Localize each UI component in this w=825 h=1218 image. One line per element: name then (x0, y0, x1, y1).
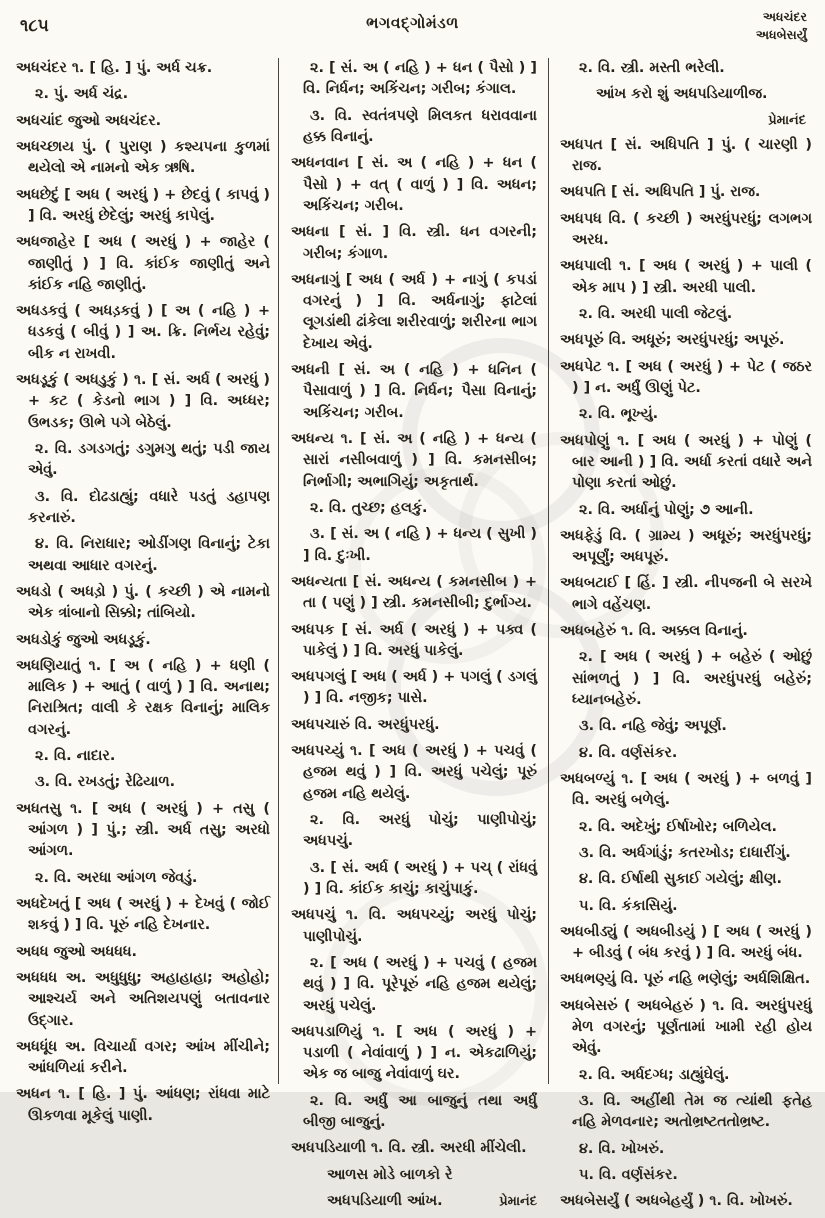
dictionary-entry: અધપચ્યું ૧. [ અધ ( અરધું ) + પચવું ( હજમ થવું ) ] વિ. અરધું પચેલું; પૂરું હજમ નહિ થયેલું. (291, 743, 537, 802)
dictionary-entry: અધન્ય ૧. [ સં. અ ( નહિ ) + ધન્ય ( સારાં નસીબવાળું ) ] વિ. કમનસીબ; નિર્ભાગી; અભાગિયું; અકૃતાર્થ. (291, 431, 537, 490)
dictionary-entry: અધધ જુઓ અધધધ. (16, 943, 137, 960)
dictionary-entry: અધપડિયાળી ૧. વિ. સ્ત્રી. અરધી મીંચેલી. (291, 1140, 527, 1157)
dictionary-entry: અધજાહેર [ અધ ( અરધું ) + જાહેર ( જાણીતું ) ] વિ. કાંઈક જાણીતું અને કાંઈક નહિ જાણીતું. (16, 234, 270, 293)
dictionary-entry: અધચાંદ જુઓ અધચંદર. (16, 112, 162, 129)
dictionary-entry: અધચંદર ૧. [ હિ. ] પું. અર્ધ ચક્ર. (16, 60, 213, 76)
sense-line: ૩. [ સં. અર્ધ ( અરધું ) + પચ્ ( રાંધવું ) ] વિ. કાંઈક કાચું; કાચુંપાકું. (303, 859, 537, 897)
sense-line: ૨. પું. અર્ધ ચંદ્ર. (35, 86, 129, 103)
sense-line: ૨. વિ. નાદાર. (35, 748, 116, 765)
sense-line: ૨. [ અધ ( અરધું ) + બહેરું ( ઓછું સાંભળતું ) ] વિ. અરધુંપરધું બહેરું; ધ્યાનબહેરું. (572, 649, 812, 709)
dictionary-entry: અધપક [ સં. અર્ધ ( અરધું ) + પક્વ ( પાકેલું ) ] વિ. અરધું પાકેલું. (291, 621, 537, 659)
sense-line: ૪. વિ. વર્ણસંકર. (579, 744, 678, 761)
dictionary-entry: અધપધ વિ. ( કચ્છી ) અરધુંપરધું; લગભગ અરધ. (560, 210, 812, 249)
running-head-first-word: અધચંદર (762, 9, 807, 24)
verse-line: આળસ મોડે બાળકો રે (327, 1166, 453, 1183)
dictionary-entry: અધફેડું વિ. ( ગ્રામ્ય ) અધૂરું; અરધુંપરધું; અપૂર્ણું; અધપૂરું. (560, 527, 812, 566)
column-divider-rule (548, 58, 549, 1084)
dictionary-entry: અધન ૧. [ હિ. ] પું. આંધણ; રાંધવા માટે ઊકળવા મૂકેલું પાણી. (16, 1086, 270, 1124)
dictionary-entry: અધબીડ્યું ( અધબીડયું ) [ અધ ( અરધું ) + બીડવું ( બંધ કરવું ) ] વિ. અરધું બંધ. (560, 923, 812, 962)
dictionary-entry: અધબહેરું ૧. વિ. અક્કલ વિનાનું. (560, 623, 748, 640)
sense-line: ૫. વિ. વર્ણસંકર. (579, 1166, 678, 1183)
dictionary-entry: અધબટાઈ [ હિં. ] સ્ત્રી. નીપજની બે સરખે ભાગે વહેંચણ. (560, 575, 812, 613)
text-column-3 (560, 58, 812, 1218)
dictionary-entry: અધપેટ ૧. [ અધ ( અરધું ) + પેટ ( જઠર ) ] ન. અર્ધું ઊણું પેટ. (560, 358, 812, 396)
sense-line: ૩. વિ. સ્વતંત્રપણે મિલકત ધરાવવાના હક્ક વિનાનું. (303, 107, 537, 145)
running-head (756, 8, 807, 44)
dictionary-entry: અધદેખતું [ અધ ( અરધું ) + દેખવું ( જોઈ શકવું ) ] વિ. પૂરું નહિ દેખનાર. (16, 895, 270, 934)
page-title: ભગવદ્ગોમંડળ (366, 14, 459, 32)
sense-line: ૨. વિ. ભૂખ્યું. (579, 406, 659, 423)
sense-line: ૩. [ સં. અ ( નહિ ) + ધન્ય ( સુખી ) ] વિ. દુઃખી. (303, 526, 537, 564)
dictionary-entry: અધડકવું ( અધડ઼કવું ) [ અ ( નહિ ) + ધડકવું ( બીવું ) ] અ. ક્રિ. નિર્ભય રહેવું; બીક ન રાખવી. (16, 303, 270, 362)
dictionary-entry: અધપાલી ૧. [ અધ ( અરધું ) + પાલી ( એક માપ ) ] સ્ત્રી. અરધી પાલી. (560, 258, 812, 296)
sense-line: ૫. વિ. કંકાસિયું. (579, 897, 678, 914)
dictionary-entry: અધછેદું [ અધ ( અરધું ) + છેદવું ( કાપવું ) ] વિ. અરધું છેદેલું; અરધું કાપેલું. (16, 186, 270, 224)
verse-text: અધપડિયાળી આંખ. (327, 1193, 443, 1209)
sense-line: ૪. વિ. નિરાધાર; ઓડીંગણ વિનાનું; ટેકા અથવા આધાર વગરનું. (28, 536, 270, 574)
text-column-1 (16, 58, 270, 1132)
sense-line: ૨. વિ. અદેખું; ઈર્ષાખોર; બળિયેલ. (579, 818, 777, 835)
verse-line: આંખ કરો શું અધપડિયાળીજ. (596, 86, 768, 103)
dictionary-entry: અધનાગું [ અધ ( અર્ધ ) + નાગું ( કપડાં વગરનું ) ] વિ. અર્ધનાગું; ફાટેલાં લૂગડાંથી ઢાંકેલા શરીરવાળું; શરીરના ભાગ દેખાય એવું. (291, 271, 537, 352)
sense-line: ૨. વિ. અરધા આંગળ જેવડું. (35, 869, 198, 886)
dictionary-entry: અધડૂકું ( અધડુકું ) ૧. [ સં. અર્ધ ( અરધું ) + કટ ( કેડનો ભાગ ) ] વિ. અધ્ધર; ઉભડક; ઊભે પગે બેઠેલું. (16, 372, 270, 431)
sense-line: ૨. વિ. અરધું પોચું; પાણીપોચું; અધપચું. (303, 812, 537, 850)
dictionary-entry: અધચ્છાય પું. ( પુરાણ ) કશ્યપના કુળમાં થયેલો એ નામનો એક ઋષિ. (16, 138, 270, 177)
sense-line: ૪. વિ. ખોખરું. (579, 1140, 665, 1157)
sense-line: ૨. વિ. ડગડગતું; ડગુમગુ થતું; પડી જાય એવું. (28, 441, 270, 479)
dictionary-entry: અધબેસર્યું ( અધબેહર્યું ) ૧. વિ. ખોખરું. (560, 1193, 793, 1210)
sense-line: ૨. વિ. અર્ધાનું પોણું; ૭ આની. (579, 501, 754, 518)
dictionary-entry: અધડો ( અધડ઼ો ) પું. ( કચ્છી ) એ નામનો એક ત્રાંબાનો સિક્કો; તાંબિયો. (16, 583, 270, 622)
sense-line: ૨. વિ. અર્ધદગ્ધ; ડાહ્યુંઘેલું. (579, 1066, 730, 1083)
dictionary-entry: અધબેસરું ( અધબેહરું ) ૧. વિ. અરધુંપરધું મેળ વગરનું; પૂર્ણતામાં ખામી રહી હોય એવું. (560, 997, 812, 1057)
sense-line: ૩. વિ. રખડતું; રેઢિયાળ. (35, 774, 176, 791)
dictionary-entry: અધન્યતા [ સં. અધન્ય ( કમનસીબ ) + તા ( પણું ) ] સ્ત્રી. કમનસીબી; દુર્ભાગ્ય. (291, 573, 537, 612)
sense-line: ૩. વિ. નહિ જેવું; અપૂર્ણ. (579, 718, 727, 735)
sense-line: ૩. વિ. અહીંથી તેમ જ ત્યાંથી ફતેહ નહિ મેળવનાર; અતોભ્રષ્ટતતોભ્રષ્ટ. (572, 1093, 812, 1131)
page-number: ૧૮૫ (20, 16, 49, 36)
dictionary-entry: અધપગલું [ અધ ( અર્ધ ) + પગલું ( ડગલું ) ] વિ. નજીક; પાસે. (291, 669, 537, 707)
dictionary-entry: અધના [ સં. ] વિ. સ્ત્રી. ધન વગરની; ગરીબ; કંગાળ. (291, 224, 537, 262)
dictionary-entry: અધપોણું ૧. [ અધ ( અરધું ) + પોણું ( બાર આની ) ] વિ. અર્ધા કરતાં વધારે અને પોણા કરતાં ઓછું. (560, 432, 812, 492)
sense-line: ૨. [ સં. અ ( નહિ ) + ધન ( પૈસો ) ] વિ. નિર્ધન; અકિંચન; ગરીબ; કંગાલ. (303, 60, 537, 98)
dictionary-entry: અધપડાળિયું ૧. [ અધ ( અરધું ) + પડાળી ( નેવાંવાળું ) ] ન. એકઢાળિયું; એક જ બાજુ નેવાંવાળું ઘર. (291, 1023, 537, 1083)
sense-line: ૨. વિ. તુચ્છ; હલકું. (310, 499, 428, 516)
citation-author: પ્રેમાનંદ (768, 112, 806, 128)
text-column-2 (291, 58, 537, 1217)
dictionary-entry: અધની [ સં. અ ( નહિ ) + ધનિન ( પૈસાવાળું ) ] વિ. નિર્ધન; પૈસા વિનાનું; અકિંચન; ગરીબ. (291, 362, 537, 421)
sense-line: ૨. [ અધ ( અરધું ) + પચવું ( હજમ થવું ) ] વિ. પૂરેપૂરું નહિ હજમ થયેલું; અરધું પચેલું. (303, 954, 537, 1014)
dictionary-entry: અધપતિ [ સં. અધિપતિ ] પું. રાજ. (560, 184, 761, 201)
sense-line: ૨. વિ. અર્ધું આ બાજુનું તથા અર્ધું બીજી બાજુનું. (303, 1092, 537, 1131)
dictionary-entry: અધધૂંધ અ. વિચાર્યા વગર; આંખ મીંચીને; આંધળિયાં કરીને. (16, 1038, 270, 1077)
verse-line-with-author (291, 1191, 537, 1212)
dictionary-entry: અધધધ અ. અધુધુધુ; અહાહાહા; અહોહો; આશ્ચર્ય અને અતિશયપણું બતાવનાર ઉદ્ગાર. (16, 969, 270, 1029)
sense-line: ૩. વિ. દોઢડાહ્યું; વધારે પડતું ડહાપણ કરનારું. (28, 488, 270, 526)
column-divider-rule (278, 58, 279, 1084)
dictionary-entry: અધપત [ સં. અધિપતિ ] પું. ( ચારણી ) રાજ. (560, 136, 812, 175)
sense-line: ૪. વિ. ઈર્ષાથી સુકાઈ ગયેલું; ક્ષીણ. (579, 871, 782, 888)
sense-line: ૩. વિ. અર્ધગાંડું; કતરખોડ; દાધારીંગું. (579, 844, 791, 861)
dictionary-entry: અધપચારું વિ. અરધુંપરધું. (291, 716, 440, 733)
sense-line: ૨. વિ. સ્ત્રી. મસ્તી ભરેલી. (579, 60, 725, 76)
dictionary-entry: અધબળ્યું ૧. [ અધ ( અરધું ) + બળવું ] વિ. અરધું બળેલું. (560, 770, 812, 809)
running-head-last-word: અધબેસર્યું (755, 27, 807, 43)
dictionary-entry: અધપૂરું વિ. અધૂરું; અરધુંપરધું; અપૂરું. (560, 332, 785, 349)
dictionary-entry: અધભણ્યું વિ. પૂરું નહિ ભણેલું; અર્ધશિક્ષિત. (560, 971, 811, 988)
dictionary-entry: અધનવાન [ સં. અ ( નહિ ) + ધન ( પૈસો ) + વત્ ( વાળું ) ] વિ. અધન; અકિંચન; ગરીબ. (291, 155, 537, 214)
dictionary-entry: અધડોકું જુઓ અધડૂકું. (16, 631, 151, 648)
citation-author: પ્રેમાનંદ (499, 1194, 537, 1209)
sense-line: ૨. વિ. અરધી પાલી જેટલું. (579, 306, 733, 323)
dictionary-entry: અધણિયાતું ૧. [ અ ( નહિ ) + ધણી ( માલિક ) + આતું ( વાળું ) ] વિ. અનાથ; નિરાશ્રિત; વાલી કે રક્ષક વિનાનું; માલિક વગરનું. (16, 657, 270, 738)
dictionary-entry: અધપચું ૧. વિ. અધપચ્યું; અરધું પોચું; પાણીપોચું. (291, 907, 537, 945)
dictionary-entry: અધતસુ ૧. [ અધ ( અરધું ) + તસુ ( આંગળ ) ] પું.; સ્ત્રી. અર્ધ તસુ; અરધો આંગળ. (16, 800, 270, 860)
